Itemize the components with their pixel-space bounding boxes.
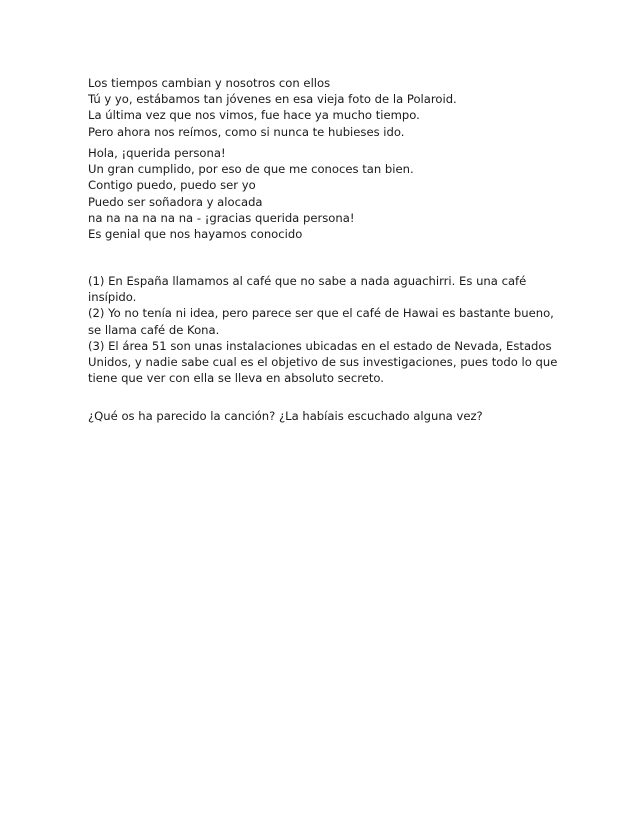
verse-line: Pero ahora nos reímos, como si nunca te hubieses ido. <box>88 124 405 139</box>
verse-line: Los tiempos cambian y nosotros con ellos <box>88 76 331 90</box>
verse-line: La última vez que nos vimos, fue hace ya mucho tiempo. <box>88 108 420 123</box>
footnote: (1) En España llamamos al café que no sabe a nada aguachirri. Es una café insípido. <box>88 274 527 305</box>
verse-line: na na na na na na - ¡gracias querida persona! <box>88 210 355 225</box>
verse-line: Es genial que nos hayamos conocido <box>88 227 303 242</box>
question-line: ¿Qué os ha parecido la canción? ¿La habíais escuchado alguna vez? <box>88 409 483 423</box>
verse-line: Tú y yo, estábamos tan jóvenes en esa vieja foto de la Polaroid. <box>88 92 457 107</box>
verse-line: Hola, ¡querida persona! <box>88 146 226 160</box>
footnote: (2) Yo no tenía ni idea, pero parece ser que el café de Hawai es bastante bueno, se llama café de Kona. <box>88 306 554 337</box>
verse-1 <box>88 75 558 140</box>
verse-line: Puedo ser soñadora y alocada <box>88 194 263 209</box>
closing-question <box>88 408 558 424</box>
verse-line: Un gran cumplido, por eso de que me conoces tan bien. <box>88 162 414 177</box>
footnotes <box>88 273 558 386</box>
footnote: (3) El área 51 son unas instalaciones ubicadas en el estado de Nevada, Estados Unidos, y nadie sabe cual es el objetivo de sus investigaciones, pues todo lo que tiene que ver con ella se lleva en absoluto secreto. <box>88 338 558 386</box>
verse-2 <box>88 145 558 242</box>
verse-line: Contigo puedo, puedo ser yo <box>88 178 256 193</box>
